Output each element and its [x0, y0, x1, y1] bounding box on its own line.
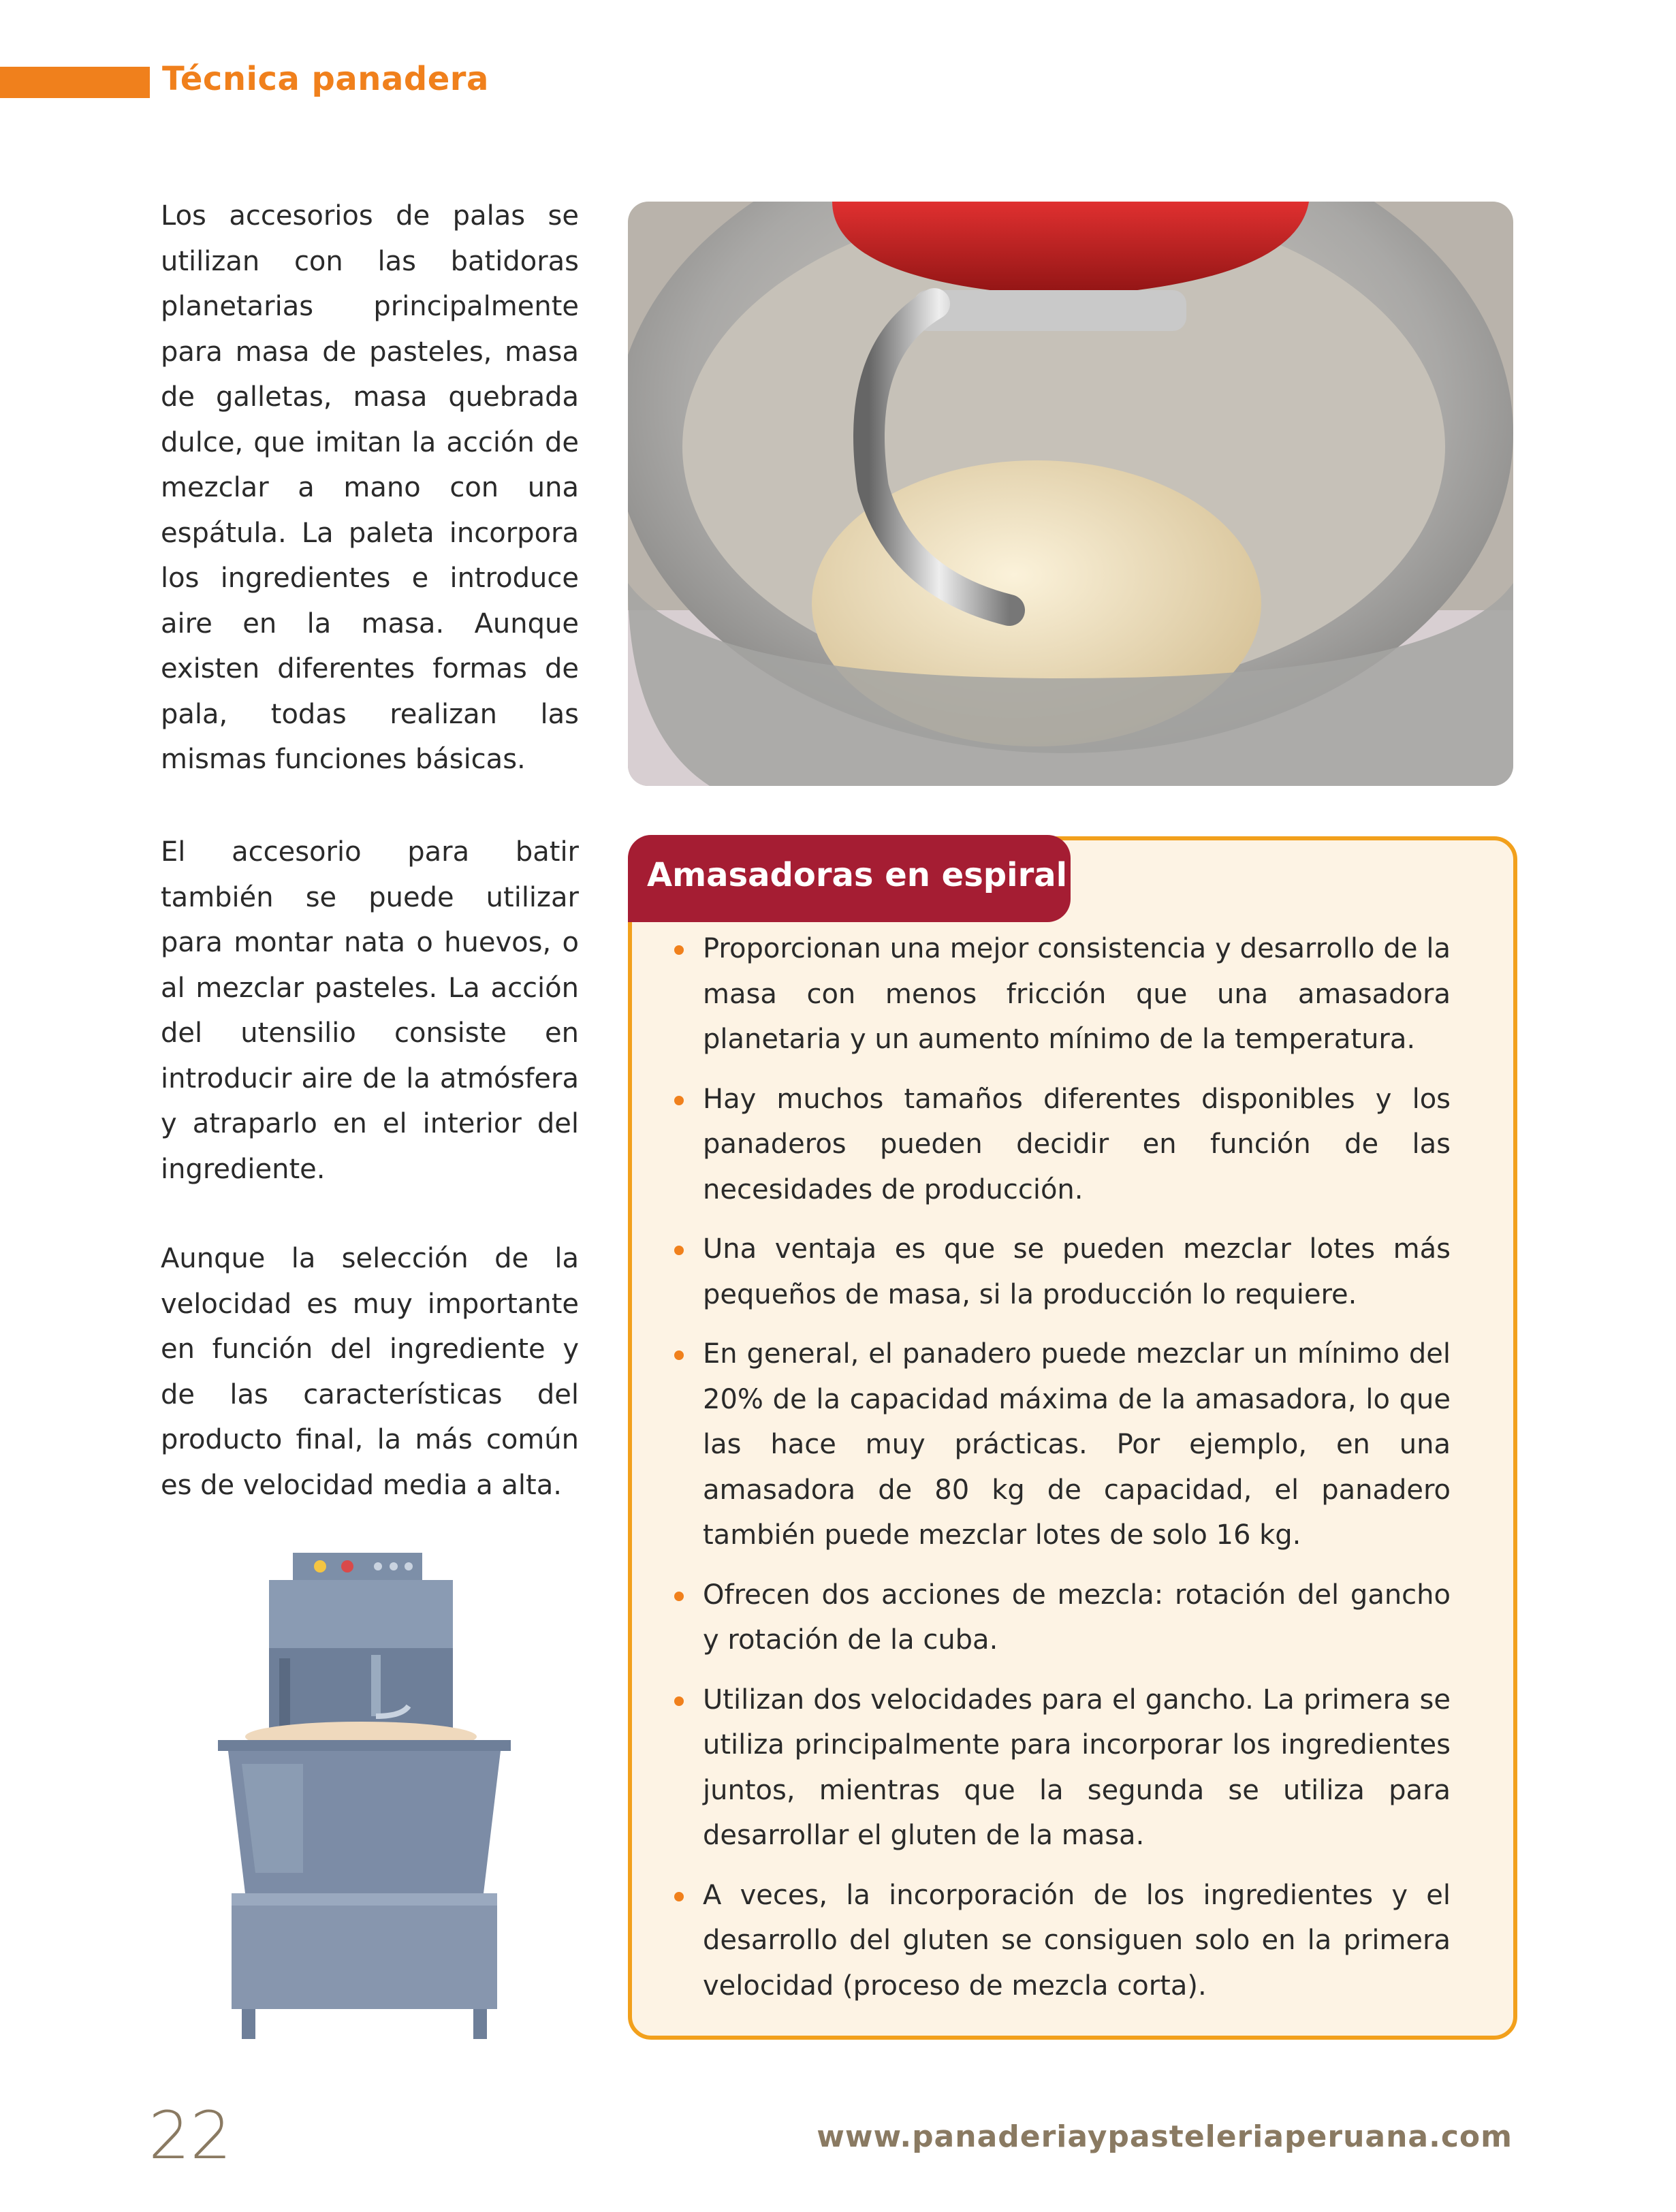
- bullet-dot-icon: [674, 945, 684, 955]
- body-paragraph-3: [161, 1236, 579, 1508]
- bullet-item: [674, 1677, 1451, 1859]
- header-accent-bar: [0, 67, 150, 98]
- spiral-mixer-illustration: [204, 1553, 524, 2043]
- bullet-item: [674, 1573, 1451, 1663]
- bullet-item: [674, 1227, 1451, 1317]
- info-box-bullet-list: [674, 926, 1451, 2023]
- bullet-item: [674, 1331, 1451, 1558]
- bullet-text: Utilizan dos velocidades para el gancho. La primera se utiliza principalmente para incorporar los ingredientes juntos, mientras que la segunda se utiliza para desarrollar el gluten de la masa.: [703, 1684, 1451, 1851]
- bullet-dot-icon: [674, 1592, 684, 1601]
- dough-hook-mixer-photo: [628, 202, 1513, 786]
- bullet-item: [674, 1873, 1451, 2009]
- bullet-dot-icon: [674, 1246, 684, 1255]
- bullet-text: En general, el panadero puede mezclar un mínimo del 20% de la capacidad máxima de la amasadora, lo que las hace muy prácticas. Por ejemplo, en una amasadora de 80 kg de capacidad, el panadero también puede mezclar lotes de solo 16 kg.: [703, 1338, 1451, 1551]
- bullet-text: Ofrecen dos acciones de mezcla: rotación del gancho y rotación de la cuba.: [703, 1579, 1451, 1656]
- bullet-dot-icon: [674, 1696, 684, 1706]
- website-url: www.panaderiaypasteleriaperuana.com: [817, 2119, 1513, 2154]
- bullet-text: Hay muchos tamaños diferentes disponibles y los panaderos pueden decidir en función de las necesidades de producción.: [703, 1083, 1451, 1205]
- bullet-text: Proporcionan una mejor consistencia y desarrollo de la masa con menos fricción que una amasadora planetaria y un aumento mínimo de la temperatura.: [703, 933, 1451, 1055]
- bullet-item: [674, 1077, 1451, 1213]
- bullet-dot-icon: [674, 1096, 684, 1105]
- bullet-dot-icon: [674, 1892, 684, 1901]
- page-number: 22: [148, 2098, 232, 2174]
- bullet-dot-icon: [674, 1350, 684, 1360]
- bullet-text: A veces, la incorporación de los ingredientes y el desarrollo del gluten se consiguen solo en la primera velocidad (proceso de mezcla corta).: [703, 1879, 1451, 2002]
- bullet-item: [674, 926, 1451, 1062]
- bullet-text: Una ventaja es que se pueden mezclar lotes más pequeños de masa, si la producción lo requiere.: [703, 1233, 1451, 1310]
- body-paragraph-2: [161, 830, 579, 1192]
- paragraph-text: Aunque la selección de la velocidad es muy importante en función del ingrediente y de las características del producto final, la más común es de velocidad media a alta.: [161, 1243, 579, 1501]
- paragraph-text: Los accesorios de palas se utilizan con las batidoras planetarias principalmente para masa de pasteles, masa de galletas, masa quebrada dulce, que imitan la acción de mezclar a mano con una espátula. La paleta incorpora los ingredientes e introduce aire en la masa. Aunque existen diferentes formas de pala, todas realizan las mismas funciones básicas.: [161, 200, 579, 775]
- section-title: Técnica panadera: [162, 60, 489, 98]
- paragraph-text: El accesorio para batir también se puede utilizar para montar nata o huevos, o al mezclar pasteles. La acción del utensilio consiste en introducir aire de la atmósfera y atraparlo en el interior del ingrediente.: [161, 836, 579, 1185]
- body-paragraph-1: [161, 193, 579, 783]
- info-box-title: Amasadoras en espiral: [628, 835, 1071, 922]
